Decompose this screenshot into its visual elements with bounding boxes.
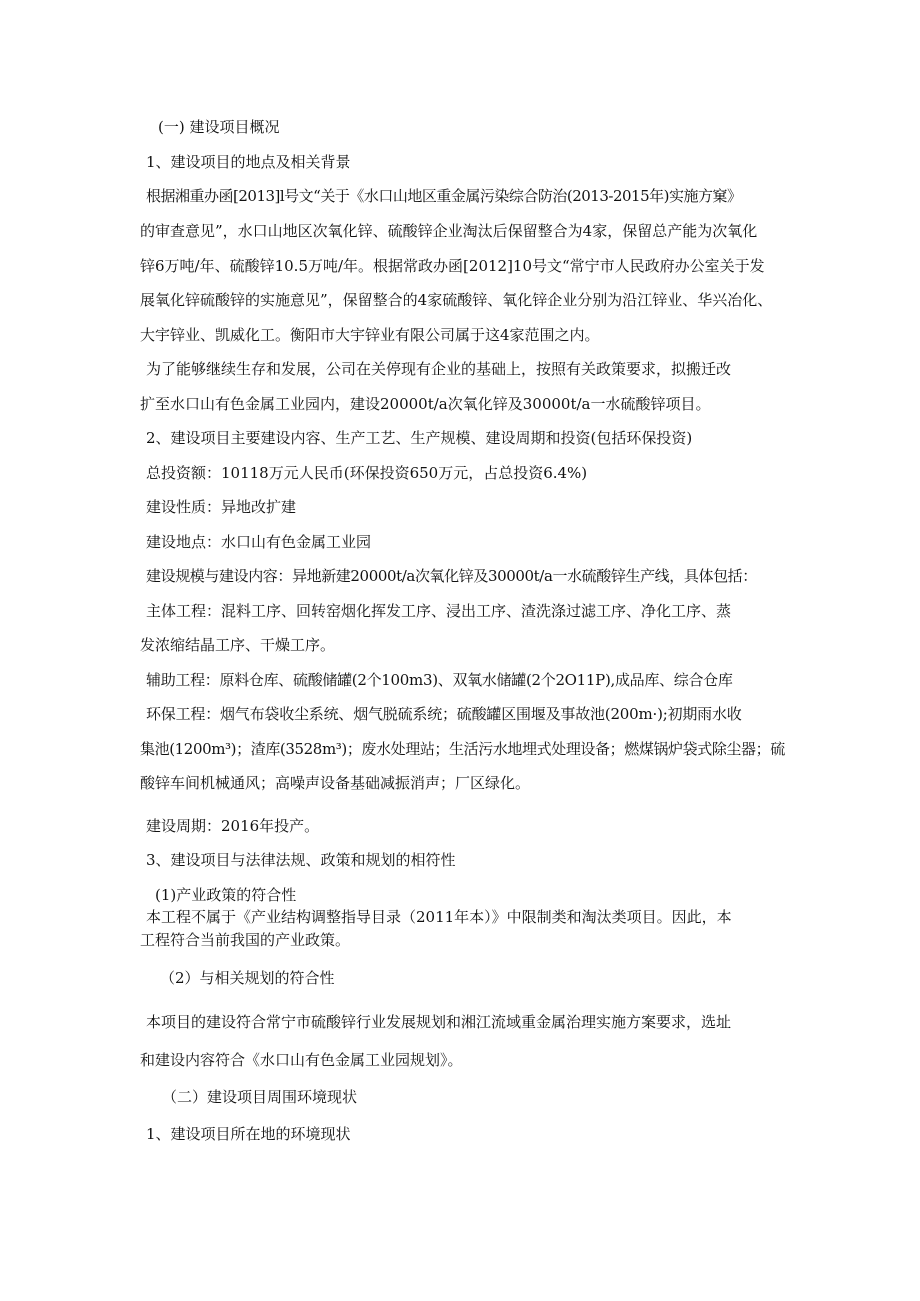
paragraph-line: 为了能够继续生存和发展，公司在关停现有企业的基础上，按照有关政策要求，拟搬迁改 bbox=[146, 360, 732, 378]
subheading-compliance: 3、建设项目与法律法规、政策和规划的相符性 bbox=[146, 851, 456, 869]
paragraph-line: 锌6万吨/年、硫酸锌10.5万吨/年。根据常政办函[2012]10号文“常宁市人民政府办公室关于发 bbox=[140, 257, 765, 275]
auxiliary-works-line: 辅助工程：原料仓库、硫酸储罐(2个100m3)、双氧水储罐(2个2O11P),成品库、综合仓库 bbox=[146, 671, 733, 689]
industry-policy-heading: (1)产业政策的符合性 bbox=[155, 886, 297, 904]
paragraph-line: 和建设内容符合《水口山有色金属工业园规划》。 bbox=[140, 1051, 463, 1069]
environmental-works-line: 环保工程：烟气布袋收尘系统、烟气脱硫系统；硫酸罐区围堰及事故池(200m·);初期雨水收 bbox=[146, 705, 742, 723]
paragraph-line: 展氧化锌硫酸锌的实施意见”，保留整合的4家硫酸锌、氧化锌企业分别为沿江锌业、华兴冶化、 bbox=[140, 291, 773, 309]
planning-heading: （2）与相关规划的符合性 bbox=[160, 969, 335, 987]
section-heading-overview: (一) 建设项目概况 bbox=[158, 118, 280, 136]
paragraph-line: 本项目的建设符合常宁市硫酸锌行业发展规划和湘江流域重金属治理实施方案要求，选址 bbox=[146, 1013, 732, 1031]
schedule-line: 建设周期：2016年投产。 bbox=[146, 817, 320, 835]
investment-line: 总投资额：10118万元人民币(环保投资650万元，占总投资6.4%) bbox=[146, 464, 588, 482]
paragraph-line: 大宇锌业、凯威化工。衡阳市大宇锌业有限公司属于这4家范围之内。 bbox=[140, 326, 600, 344]
scale-line: 建设规模与建设内容：异地新建20000t/a次氧化锌及30000t/a一水硫酸锌生产线，具体包括： bbox=[146, 567, 757, 585]
paragraph-line: 根据湘重办函[2013]l号文“关于《水口山地区重金属污染综合防治(2013-2015年)实施方窠》 bbox=[146, 187, 742, 205]
paragraph-line: 工程符合当前我国的产业政策。 bbox=[140, 931, 351, 949]
environmental-works-line: 集池(1200m³)；渣库(3528m³)；废水处理站；生活污水地埋式处理设备；燃煤锅炉袋式除尘器；硫 bbox=[140, 740, 785, 758]
location-line: 建设地点：水口山有色金属工业园 bbox=[146, 533, 372, 551]
nature-line: 建设性质：异地改扩建 bbox=[146, 498, 297, 516]
subheading-location: 1、建设项目的地点及相关背景 bbox=[146, 153, 351, 171]
paragraph-line: 本工程不属于《产业结构调整指导目录（2011年本）》中限制类和淘汰类项目。因此，本 bbox=[146, 908, 732, 926]
main-works-line: 主体工程：混料工序、回转窑烟化挥发工序、浸出工序、渣洗涤过滤工序、净化工序、蒸 bbox=[146, 602, 732, 620]
paragraph-line: 的审查意见”，水口山地区次氧化锌、硫酸锌企业淘汰后保留整合为4家，保留总产能为次氧化 bbox=[140, 222, 758, 240]
paragraph-line: 扩至水口山有色金属工业园内，建设20000t/a次氧化锌及30000t/a一水硫酸锌项目。 bbox=[140, 395, 711, 413]
subheading-environment-status: 1、建设项目所在地的环境现状 bbox=[146, 1125, 351, 1143]
environmental-works-line: 酸锌车间机械通风；高噪声设备基础减振消声；厂区绿化。 bbox=[140, 774, 531, 792]
subheading-contents: 2、建设项目主要建设内容、生产工艺、生产规模、建设周期和投资(包括环保投资) bbox=[146, 429, 693, 447]
main-works-line: 发浓缩结晶工序、干燥工序。 bbox=[140, 636, 336, 654]
section-heading-environment: （二）建设项目周围环境现状 bbox=[162, 1088, 358, 1106]
